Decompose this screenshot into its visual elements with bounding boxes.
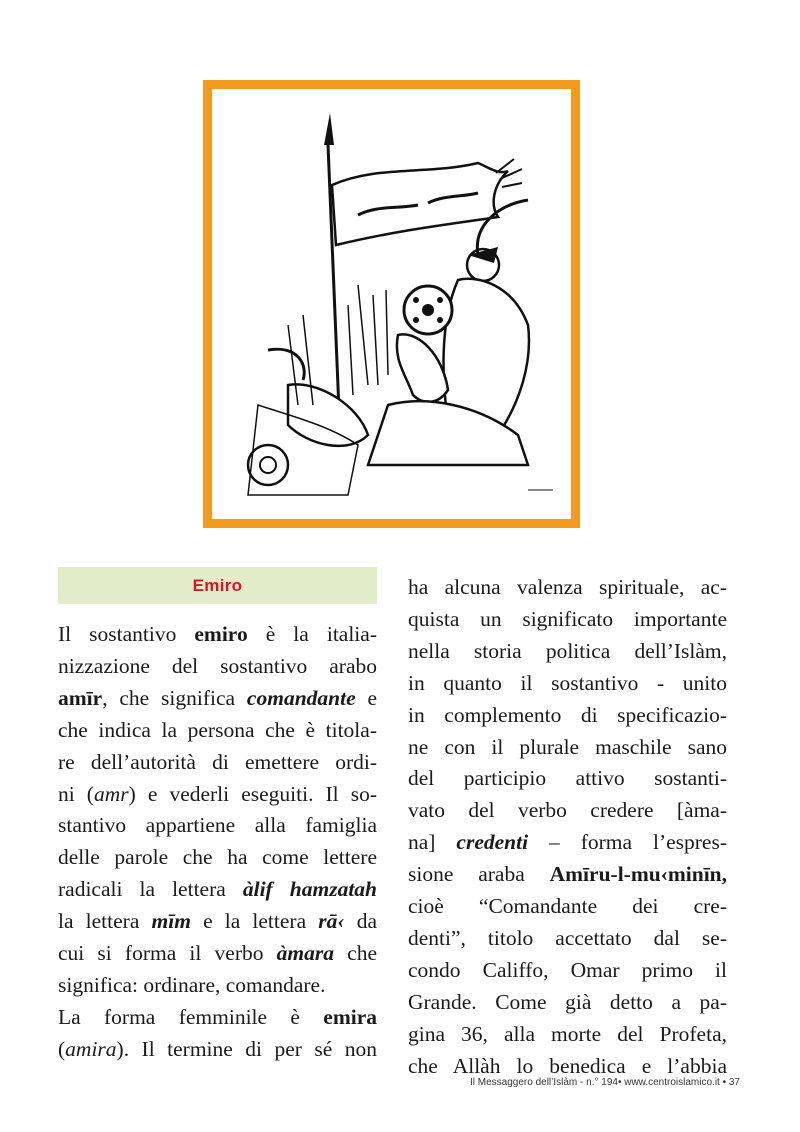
text-line xyxy=(408,795,727,827)
right-text-column xyxy=(408,572,727,1083)
text-segment: gina 36, alla morte del Profeta, xyxy=(408,1021,727,1046)
text-line xyxy=(58,715,377,747)
text-segment: La forma femminile è xyxy=(58,1004,324,1029)
text-segment: ) e vederli eseguiti. Il so- xyxy=(128,781,377,806)
text-segment: Il sostantivo xyxy=(58,622,195,646)
text-line xyxy=(58,683,377,715)
text-segment: stantivo appartiene alla famiglia xyxy=(58,813,377,838)
text-segment: comandante xyxy=(246,685,356,710)
text-line xyxy=(408,636,727,668)
text-segment: che xyxy=(334,941,377,966)
left-text-column xyxy=(58,619,377,1066)
text-segment: amīr xyxy=(58,685,103,710)
text-line xyxy=(408,987,727,1019)
section-heading-box xyxy=(58,567,377,604)
text-segment: credenti xyxy=(456,830,529,855)
text-line xyxy=(408,859,727,891)
text-segment: del participio attivo sostanti- xyxy=(408,766,727,791)
text-segment: ). Il termine di per sé non xyxy=(116,1036,377,1061)
text-segment: e xyxy=(355,685,377,710)
text-line xyxy=(58,970,377,1002)
text-segment: emiro xyxy=(194,622,248,646)
text-line xyxy=(408,668,727,700)
text-segment: in quanto il sostantivo - unito xyxy=(408,670,727,695)
text-segment: na] xyxy=(408,830,457,855)
page-footer: Il Messaggero dell’Islàm - n.° 194• www.centroislamico.it • 37 xyxy=(470,1077,740,1088)
text-segment: nizzazione del sostantivo arabo xyxy=(58,653,377,678)
section-heading: Emiro xyxy=(192,575,243,595)
text-segment: e la lettera xyxy=(190,909,319,934)
text-line xyxy=(58,810,377,842)
text-segment: significa: ordinare, comandare. xyxy=(58,972,326,997)
text-line xyxy=(58,619,377,651)
text-line xyxy=(408,891,727,923)
text-line xyxy=(58,651,377,683)
text-segment: ni ( xyxy=(58,781,94,806)
text-segment: che indica la persona che è titola- xyxy=(58,717,377,742)
text-line xyxy=(408,1019,727,1051)
text-segment: àmara xyxy=(276,941,334,966)
illustration-frame xyxy=(203,80,580,528)
text-segment: quista un significato importante xyxy=(408,606,727,631)
text-segment: Amīru-l-mu‹minīn, xyxy=(549,862,727,887)
text-line xyxy=(58,874,377,906)
text-segment: condo Califfo, Omar primo il xyxy=(408,957,727,982)
text-segment: amr xyxy=(93,781,129,806)
text-segment: cui si forma il verbo xyxy=(58,941,277,966)
text-line xyxy=(58,842,377,874)
text-segment: cioè “Comandante dei cre- xyxy=(408,894,727,919)
text-segment: , che significa xyxy=(102,685,247,710)
text-segment: che Allàh lo benedica e l’abbia xyxy=(408,1053,727,1078)
text-segment: emira xyxy=(323,1004,377,1029)
text-line xyxy=(58,906,377,938)
text-segment: nella storia politica dell’Islàm, xyxy=(408,638,727,663)
text-segment: Grande. Come già detto a pa- xyxy=(408,989,727,1014)
text-segment: vato del verbo credere [àma- xyxy=(408,798,727,823)
text-segment: re dell’autorità di emettere ordi- xyxy=(58,749,377,774)
text-segment: mīm xyxy=(151,909,191,934)
text-line xyxy=(58,938,377,970)
text-line xyxy=(408,763,727,795)
text-line xyxy=(408,923,727,955)
text-line xyxy=(408,604,727,636)
text-segment: radicali la lettera xyxy=(58,877,243,902)
text-segment: àlif hamzatah xyxy=(242,877,377,902)
text-segment: rā‹ xyxy=(318,909,345,934)
text-line xyxy=(58,779,377,811)
text-segment: è la italia- xyxy=(247,622,377,646)
text-segment: da xyxy=(344,909,377,934)
text-segment: – forma l’espres- xyxy=(528,830,728,855)
text-line xyxy=(408,700,727,732)
text-line xyxy=(58,747,377,779)
text-segment: la lettera xyxy=(58,909,152,934)
text-line xyxy=(408,827,727,859)
text-line xyxy=(58,1002,377,1034)
text-line xyxy=(58,1034,377,1066)
text-segment: in complemento di specificazio- xyxy=(408,702,727,727)
text-line xyxy=(408,955,727,987)
text-segment: ne con il plurale maschile sano xyxy=(408,734,727,759)
text-line xyxy=(408,732,727,764)
text-segment: delle parole che ha come lettere xyxy=(58,845,377,870)
text-segment: ha alcuna valenza spirituale, ac- xyxy=(408,575,727,599)
warrior-on-horseback-illustration xyxy=(228,105,555,503)
text-line xyxy=(408,572,727,604)
text-segment: amira xyxy=(65,1036,117,1061)
text-segment: sione araba xyxy=(408,862,550,887)
text-segment: denti”, titolo accettato dal se- xyxy=(408,925,727,950)
text-segment: ( xyxy=(58,1036,66,1061)
